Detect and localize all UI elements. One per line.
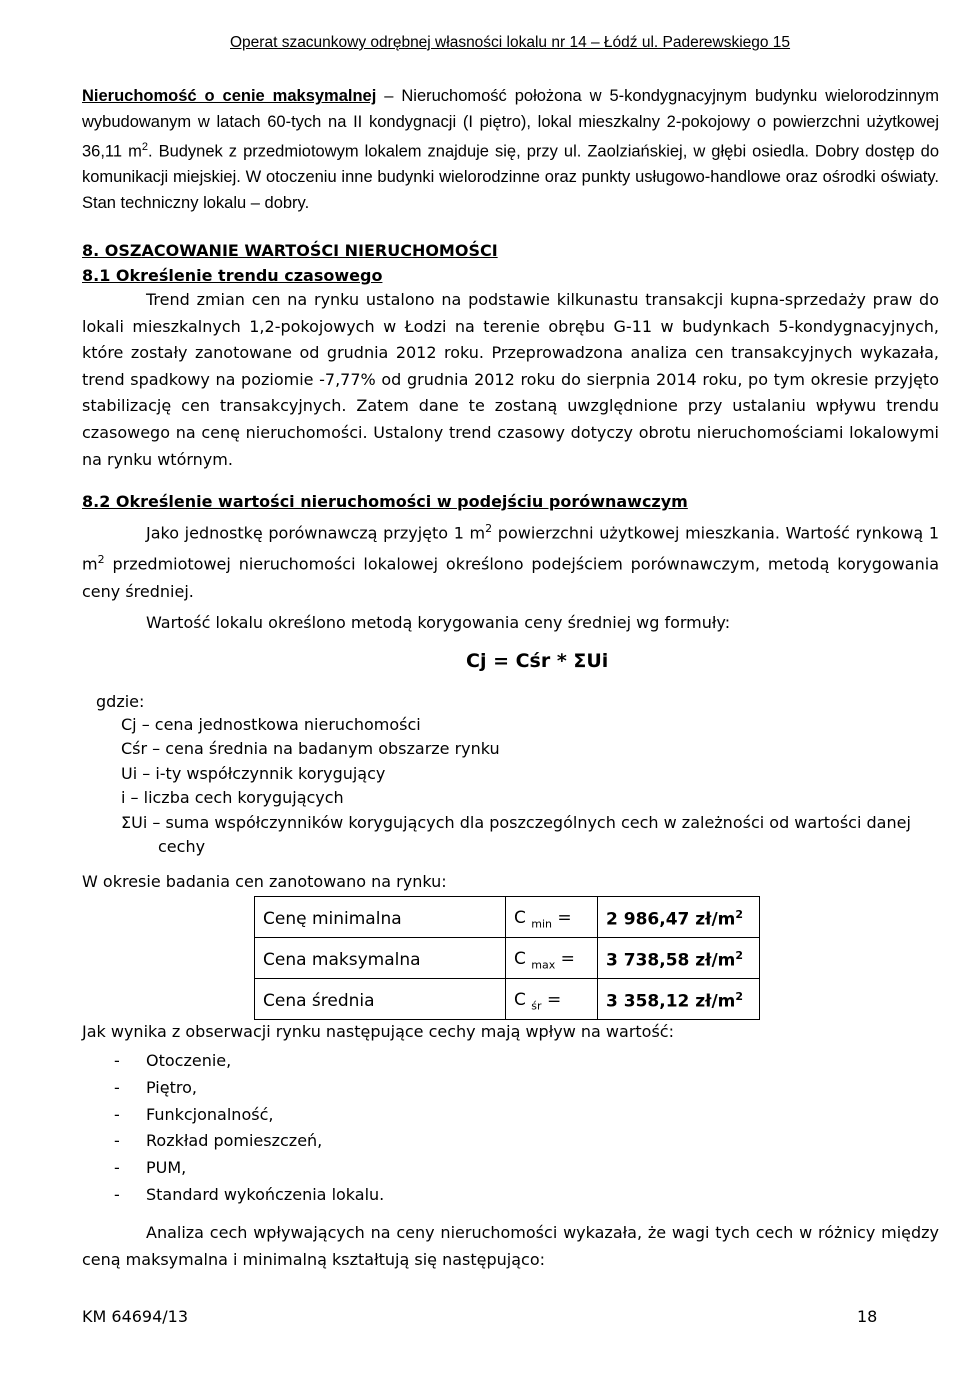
definition-item: Cj – cena jednostkowa nieruchomości xyxy=(121,715,421,734)
definition-item: Ui – i-ty współczynnik korygujący xyxy=(121,763,386,783)
price-table xyxy=(254,896,760,1020)
footer-reference: KM 64694/13 xyxy=(82,1307,189,1326)
s82-text-a: Jako jednostkę porównawczą przyjęto 1 m xyxy=(146,523,486,543)
definition-item: i – liczba cech korygujących xyxy=(121,788,344,808)
para1-text-b: . Budynek z przedmiotowym lokalem znajduje się, przy ul. Zaolziańskiej, w głębi osiedla. Dobry dostęp do komunikacji miejskiej. W otoczeniu inne budynki wielorodzinne oraz punkty usługowo-handlowe oraz ośrodki oświaty. Stan techniczny lokalu – dobry. xyxy=(82,142,939,212)
section-8-heading: 8. OSZACOWANIE WARTOŚCI NIERUCHOMOŚCI xyxy=(82,241,498,260)
section-8-1-heading: 8.1 Określenie trendu czasowego xyxy=(82,266,383,285)
price-value: 2 986,47 $zł/m^2$ xyxy=(598,897,760,938)
formula-intro: Wartość lokalu określono metodą korygowania ceny średniej wg formuły: xyxy=(146,613,731,632)
table-row xyxy=(255,979,760,1020)
formula-where: gdzie: xyxy=(96,692,145,711)
features-intro: Jak wynika z obserwacji rynku następujące cechy mają wpływ na wartość: xyxy=(82,1022,674,1041)
section-8-1-paragraph xyxy=(82,287,939,473)
max-price-property-paragraph xyxy=(82,84,939,216)
s82-text-c: przedmiotowej nieruchomości lokalowej określono podejściem porównawczym, metodą korygowania ceny średniej. xyxy=(82,554,939,601)
s82-sup-b: 2 xyxy=(97,553,105,567)
list-item: - Standard wykończenia lokalu. xyxy=(114,1184,385,1204)
s82-sup-a: 2 xyxy=(485,522,493,535)
definition-tail: cechy xyxy=(158,837,206,857)
list-item: - Rozkład pomieszczeń, xyxy=(114,1131,323,1151)
section-8-1-text: Trend zmian cen na rynku ustalono na podstawie kilkunastu transakcji kupna-sprzedaży praw do lokali mieszkalnych 1,2-pokojowych w Łodzi na terenie obrębu G-11 w budynkach 5-kondygnacyjnych, które zostały zanotowane od grudnia 2012 roku. Przeprowadzona analiza cen transakcyjnych wykazała, trend spadkowy na poziomie -7,77% od grudnia 2012 roku do sierpnia 2014 roku, po tym okresie przyjęto stabilizację cen transakcyjnych. Zatem dane te zostaną uwzględnione przy ustalaniu wpływu trendu czasowego na cenę nieruchomości. Ustalony trend czasowy dotyczy obrotu nieruchomościami lokalowymi na rynku wtórnym. xyxy=(82,290,939,469)
price-label: Cenę minimalna xyxy=(255,897,506,938)
list-item: - PUM, xyxy=(114,1158,187,1178)
para1-sup: 2 xyxy=(141,141,148,153)
list-item: - Piętro, xyxy=(114,1077,197,1097)
price-label: Cena maksymalna xyxy=(255,938,506,979)
page-header: Operat szacunkowy odrębnej własności lokalu nr 14 – Łódź ul. Paderewskiego 15 xyxy=(230,34,791,51)
formula-expression: Cj = Cśr * ΣUi xyxy=(466,650,609,672)
s82-text-b: powierzchni użytkowej mieszkania. Wartość rynkową 1 m xyxy=(82,523,940,574)
section-8-2-paragraph xyxy=(82,515,939,605)
list-item: - Otoczenie, xyxy=(114,1051,232,1070)
page-number: 18 xyxy=(857,1307,878,1326)
para1-text-a: – Nieruchomość położona w 5-kondygnacyjnym budynku wielorodzinnym wybudowanym w latach 60-tych na II kondygnacji (I piętro), lokal mieszkalny 2-pokojowy o powierzchni użytkowej 36,11 m xyxy=(82,87,939,161)
price-symbol: C $_{min}$ = xyxy=(506,897,598,938)
price-label: Cena średnia xyxy=(255,979,506,1020)
formula-definitions xyxy=(121,713,921,859)
price-value: 3 738,58 $zł/m^2$ xyxy=(598,938,760,979)
section-8-2-heading: 8.2 Określenie wartości nieruchomości w podejściu porównawczym xyxy=(82,492,688,511)
definition-item: ΣUi – suma współczynników korygujących dla poszczególnych cech w zależności od wartości danej xyxy=(121,812,911,832)
definition-item: Cśr – cena średnia na badanym obszarze rynku xyxy=(121,739,500,759)
prices-intro: W okresie badania cen zanotowano na rynku: xyxy=(82,872,447,891)
features-analysis-paragraph xyxy=(82,1219,939,1273)
max-price-lead: Nieruchomość o cenie maksymalnej xyxy=(82,87,377,105)
features-analysis-text: Analiza cech wpływających na ceny nieruchomości wykazała, że wagi tych cech w różnicy między ceną maksymalna i minimalną kształtują się następująco: xyxy=(82,1223,939,1269)
table-row xyxy=(255,897,760,938)
features-list xyxy=(114,1048,384,1209)
price-symbol: C $_{max}$ = xyxy=(506,938,598,979)
list-item: - Funkcjonalność, xyxy=(114,1104,274,1124)
price-symbol: C $_{śr}$ = xyxy=(506,979,598,1020)
price-value: 3 358,12 $zł/m^2$ xyxy=(598,979,760,1020)
table-row xyxy=(255,938,760,979)
